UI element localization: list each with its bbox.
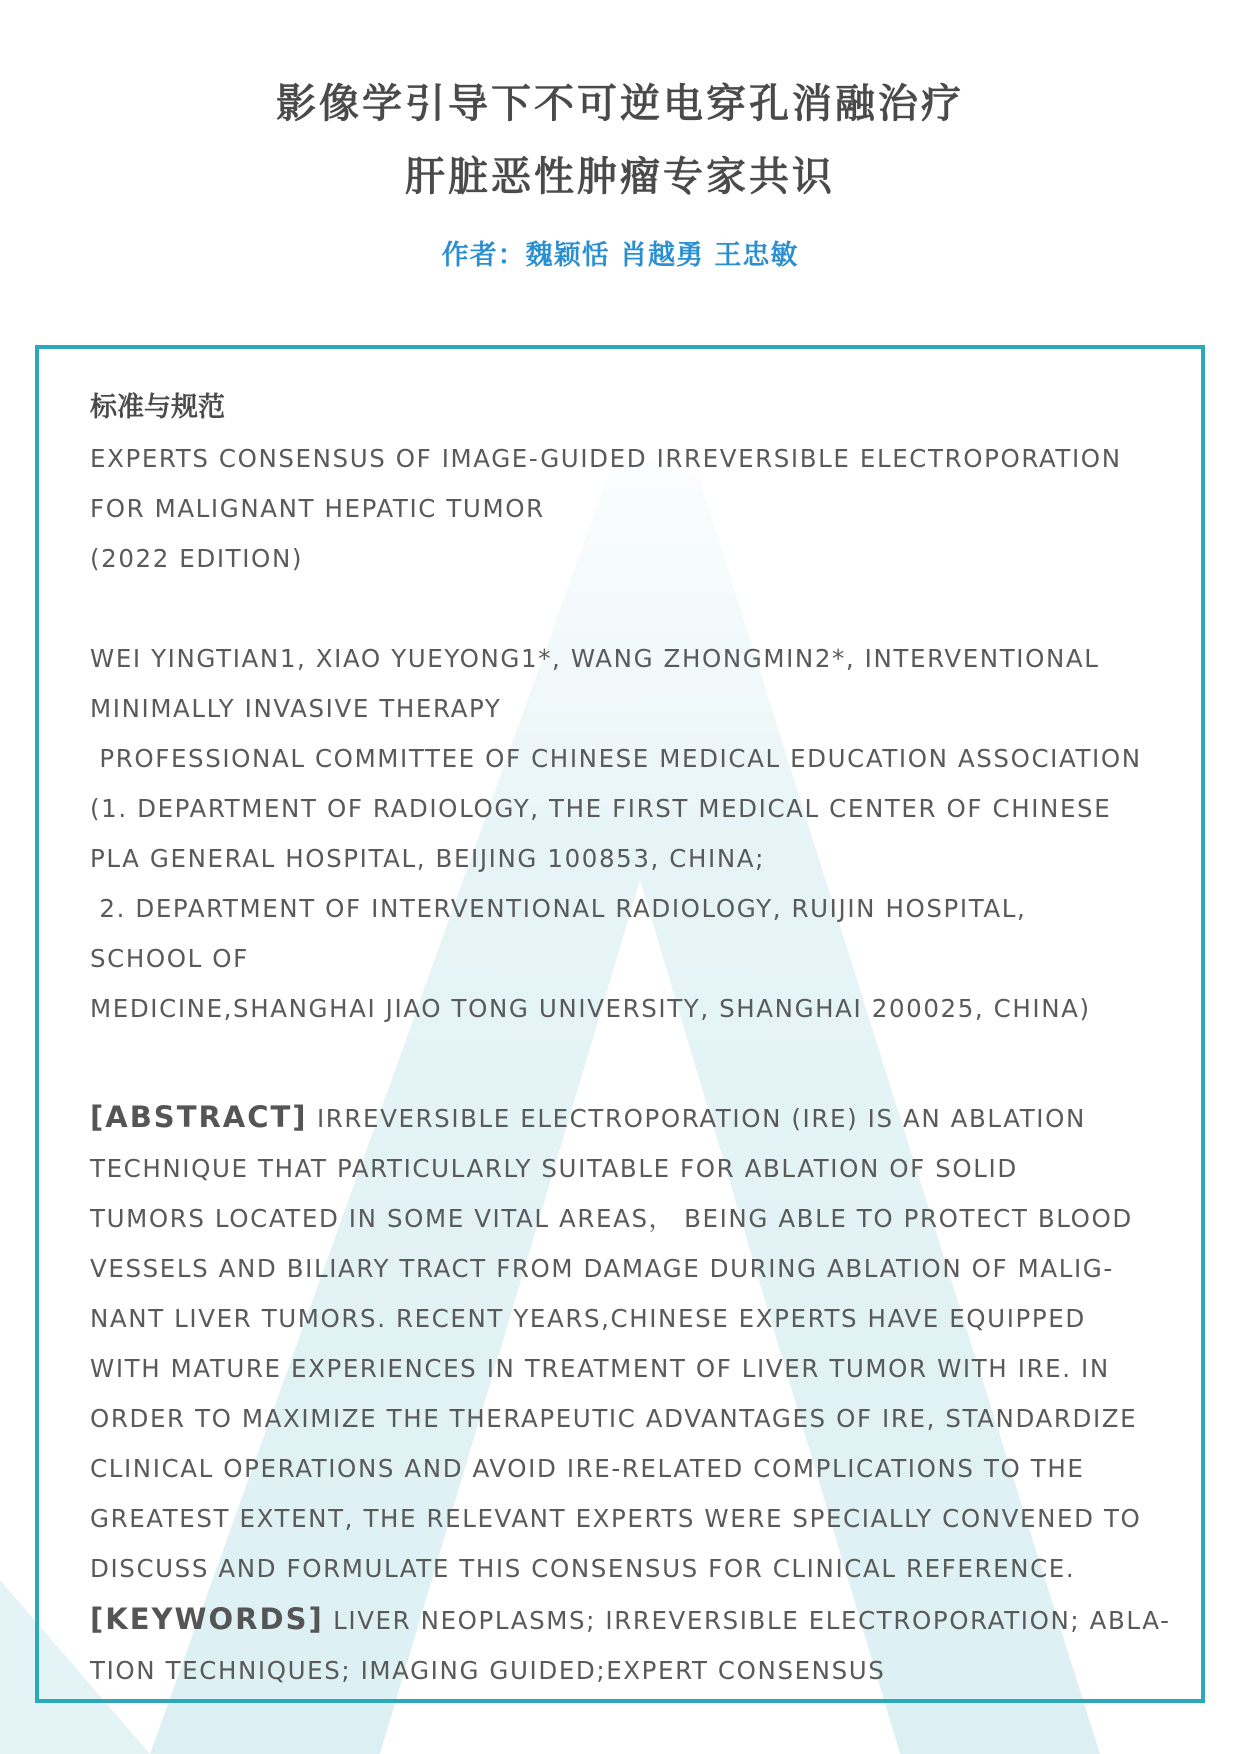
frame-content bbox=[90, 388, 1171, 1696]
authors-line: 作者：魏颖恬 肖越勇 王忠敏 bbox=[441, 240, 799, 271]
abstract-line: VESSELS AND BILIARY TRACT FROM DAMAGE DURING ABLATION OF MALIG- bbox=[90, 1254, 1114, 1283]
abstract-text: IRREVERSIBLE ELECTROPORATION (IRE) IS AN ABLATION bbox=[307, 1104, 1086, 1133]
abstract-line: WITH MATURE EXPERIENCES IN TREATMENT OF LIVER TUMOR WITH IRE. IN bbox=[90, 1354, 1110, 1383]
abstract-line: NANT LIVER TUMORS. RECENT YEARS,CHINESE EXPERTS HAVE EQUIPPED bbox=[90, 1304, 1086, 1333]
affiliation-line: 2. DEPARTMENT OF INTERVENTIONAL RADIOLOGY, RUIJIN HOSPITAL, bbox=[90, 894, 1027, 923]
spacer bbox=[90, 1034, 1160, 1092]
affiliation-line: (1. DEPARTMENT OF RADIOLOGY, THE FIRST MEDICAL CENTER OF CHINESE bbox=[90, 794, 1112, 823]
abstract-line: CLINICAL OPERATIONS AND AVOID IRE-RELATED COMPLICATIONS TO THE bbox=[90, 1454, 1085, 1483]
affiliation-line: PLA GENERAL HOSPITAL, BEIJING 100853, CHINA; bbox=[90, 844, 766, 873]
document-title-line-1: 影像学引导下不可逆电穿孔消融治疗 bbox=[276, 81, 964, 127]
abstract-line: TUMORS LOCATED IN SOME VITAL AREAS， BEING ABLE TO PROTECT BLOOD bbox=[90, 1204, 1133, 1233]
abstract-line: DISCUSS AND FORMULATE THIS CONSENSUS FOR CLINICAL REFERENCE. bbox=[90, 1554, 1076, 1583]
abstract-line: ORDER TO MAXIMIZE THE THERAPEUTIC ADVANTAGES OF IRE, STANDARDIZE bbox=[90, 1404, 1138, 1433]
document-title-line-2: 肝脏恶性肿瘤专家共识 bbox=[405, 154, 835, 200]
english-title bbox=[90, 434, 1160, 584]
english-title-line: FOR MALIGNANT HEPATIC TUMOR bbox=[90, 494, 545, 523]
affiliation-line: WEI YINGTIAN1, XIAO YUEYONG1*, WANG ZHONGMIN2*, INTERVENTIONAL bbox=[90, 644, 1100, 673]
abstract-line: TECHNIQUE THAT PARTICULARLY SUITABLE FOR ABLATION OF SOLID bbox=[90, 1154, 1018, 1183]
keywords bbox=[90, 1594, 1171, 1696]
affiliations bbox=[90, 634, 1160, 1034]
keywords-label: [KEYWORDS] bbox=[90, 1602, 324, 1636]
affiliation-line: SCHOOL OF bbox=[90, 944, 249, 973]
abstract-line bbox=[90, 1092, 1160, 1144]
section-label: 标准与规范 bbox=[90, 392, 225, 423]
keywords-text: LIVER NEOPLASMS; IRREVERSIBLE ELECTROPORATION; ABLA- bbox=[323, 1606, 1171, 1635]
abstract-line: GREATEST EXTENT, THE RELEVANT EXPERTS WERE SPECIALLY CONVENED TO bbox=[90, 1504, 1142, 1533]
abstract bbox=[90, 1092, 1160, 1594]
keywords-line bbox=[90, 1594, 1171, 1646]
keywords-line: TION TECHNIQUES; IMAGING GUIDED;EXPERT CONSENSUS bbox=[90, 1656, 886, 1685]
english-title-line: (2022 EDITION) bbox=[90, 544, 304, 573]
affiliation-line: PROFESSIONAL COMMITTEE OF CHINESE MEDICAL EDUCATION ASSOCIATION bbox=[90, 744, 1142, 773]
english-title-line: EXPERTS CONSENSUS OF IMAGE-GUIDED IRREVERSIBLE ELECTROPORATION bbox=[90, 444, 1122, 473]
abstract-label: [ABSTRACT] bbox=[90, 1100, 308, 1134]
affiliation-line: MEDICINE,SHANGHAI JIAO TONG UNIVERSITY, SHANGHAI 200025, CHINA) bbox=[90, 994, 1091, 1023]
spacer bbox=[90, 584, 1160, 634]
affiliation-line: MINIMALLY INVASIVE THERAPY bbox=[90, 694, 502, 723]
